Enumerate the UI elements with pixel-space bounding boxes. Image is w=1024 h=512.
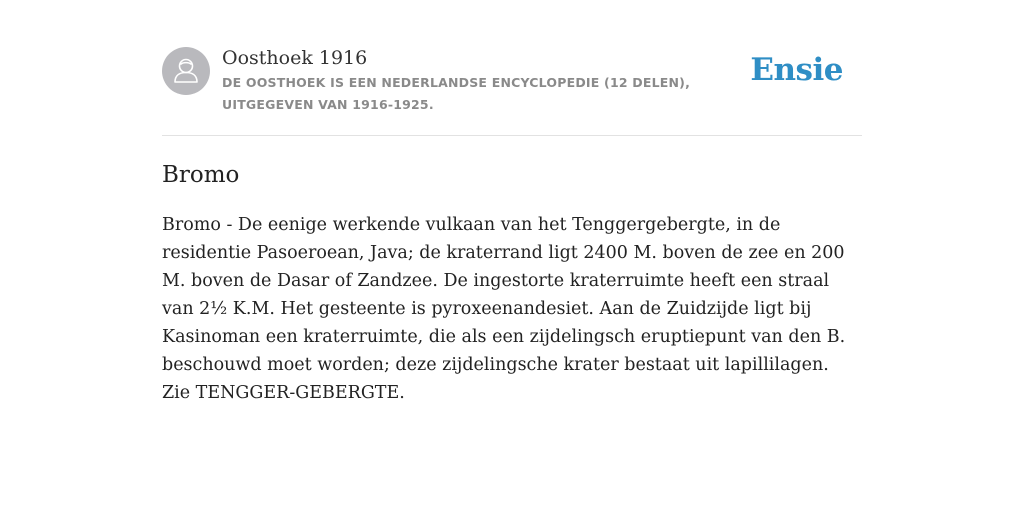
user-placeholder-icon bbox=[162, 47, 210, 95]
ensie-logo[interactable]: Ensie bbox=[750, 52, 843, 88]
article-body: Bromo - De eenige werkende vulkaan van het Tenggergebergte, in de residentie Pasoeroean, Java; de kraterrand ligt 2400 M. boven de zee en 200 M. boven de Dasar of Zandzee. De ingestorte kraterruimte heeft een straal van 2½ K.M. Het gesteente is pyroxeenandesiet. Aan de Zuidzijde ligt bij Kasinoman een kraterruimte, die als een zijdelingsch eruptiepunt van den B. beschouwd moet worden; deze zijdelingsche krater bestaat uit lapillilagen. Zie TENGGER-GEBERGTE. bbox=[162, 215, 846, 403]
source-description: DE OOSTHOEK IS EEN NEDERLANDSE ENCYCLOPEDIE (12 DELEN), UITGEGEVEN VAN 1916-1925. bbox=[222, 75, 691, 112]
source-title[interactable]: Oosthoek 1916 bbox=[222, 47, 368, 69]
article-title: Bromo bbox=[162, 162, 240, 188]
page-container bbox=[162, 0, 862, 407]
source-header bbox=[162, 0, 862, 136]
